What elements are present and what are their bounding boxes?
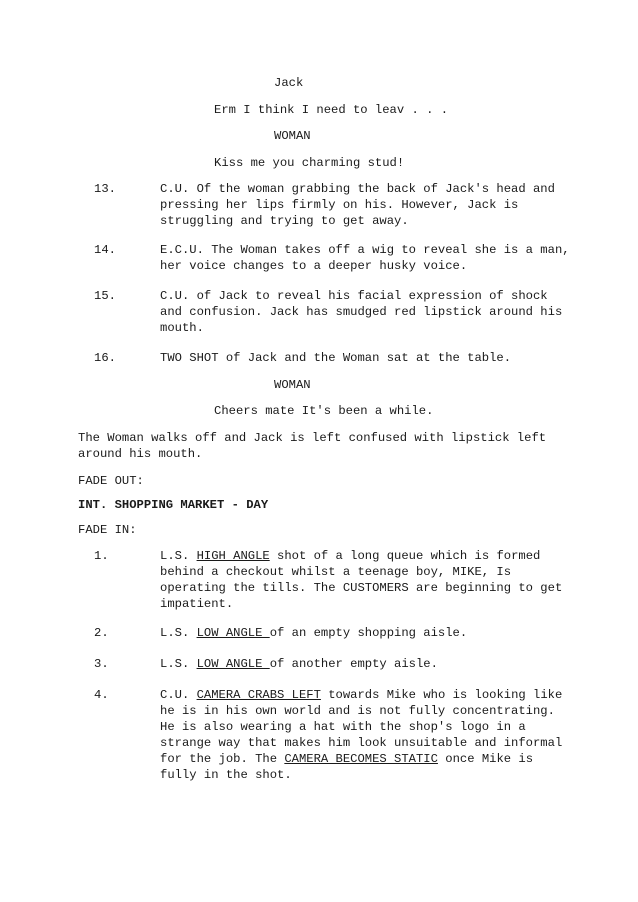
shot-number: 4. <box>94 688 109 702</box>
shot-description: strange way that makes him look unsuitable and informal <box>160 736 563 750</box>
shot-number: 16. <box>94 351 116 365</box>
shot-description: fully in the shot. <box>160 768 292 782</box>
action-line: The Woman walks off and Jack is left confused with lipstick left <box>78 431 547 445</box>
shot-number: 3. <box>94 657 109 671</box>
camera-term: LOW ANGLE <box>196 657 270 671</box>
shot-number: 14. <box>94 243 116 257</box>
transition: FADE IN: <box>78 523 137 537</box>
shot-description: operating the tills. The CUSTOMERS are beginning to get <box>160 581 563 595</box>
shot-description: L.S. LOW ANGLE of another empty aisle. <box>160 657 438 671</box>
shot-description: impatient. <box>160 597 234 611</box>
shot-description: pressing her lips firmly on his. However, Jack is <box>160 198 519 212</box>
shot-number: 2. <box>94 626 109 640</box>
scene-heading: INT. SHOPPING MARKET - DAY <box>78 498 269 512</box>
shot-description: C.U. CAMERA CRABS LEFT towards Mike who is looking like <box>160 688 563 702</box>
character-name: WOMAN <box>274 378 311 392</box>
camera-term: HIGH ANGLE <box>196 549 270 563</box>
shot-description: he is in his own world and is not fully concentrating. <box>160 704 555 718</box>
shot-description: and confusion. Jack has smudged red lipstick around his <box>160 305 563 319</box>
shot-description: L.S. LOW ANGLE of an empty shopping aisle. <box>160 626 468 640</box>
camera-term: CAMERA CRABS LEFT <box>196 688 321 702</box>
character-name: WOMAN <box>274 129 311 143</box>
shot-description: struggling and trying to get away. <box>160 214 409 228</box>
camera-term: LOW ANGLE <box>196 626 270 640</box>
shot-description: E.C.U. The Woman takes off a wig to reveal she is a man, <box>160 243 570 257</box>
dialogue-line: Kiss me you charming stud! <box>214 156 405 170</box>
transition: FADE OUT: <box>78 474 144 488</box>
shot-description: TWO SHOT of Jack and the Woman sat at the table. <box>160 351 512 365</box>
shot-description: for the job. The CAMERA BECOMES STATIC once Mike is <box>160 752 534 766</box>
shot-description: L.S. HIGH ANGLE shot of a long queue which is formed <box>160 549 541 563</box>
action-line: around his mouth. <box>78 447 203 461</box>
shot-description: behind a checkout whilst a teenage boy, MIKE, Is <box>160 565 512 579</box>
shot-number: 1. <box>94 549 109 563</box>
dialogue-line: Cheers mate It's been a while. <box>214 404 434 418</box>
dialogue-line: Erm I think I need to leav . . . <box>214 103 449 117</box>
shot-number: 15. <box>94 289 116 303</box>
shot-description: C.U. Of the woman grabbing the back of Jack's head and <box>160 182 555 196</box>
shot-number: 13. <box>94 182 116 196</box>
shot-description: C.U. of Jack to reveal his facial expression of shock <box>160 289 548 303</box>
shot-description: He is also wearing a hat with the shop's logo in a <box>160 720 526 734</box>
character-name: Jack <box>274 76 304 90</box>
camera-term: CAMERA BECOMES STATIC <box>284 752 438 766</box>
shot-description: her voice changes to a deeper husky voice. <box>160 259 468 273</box>
shot-description: mouth. <box>160 321 204 335</box>
